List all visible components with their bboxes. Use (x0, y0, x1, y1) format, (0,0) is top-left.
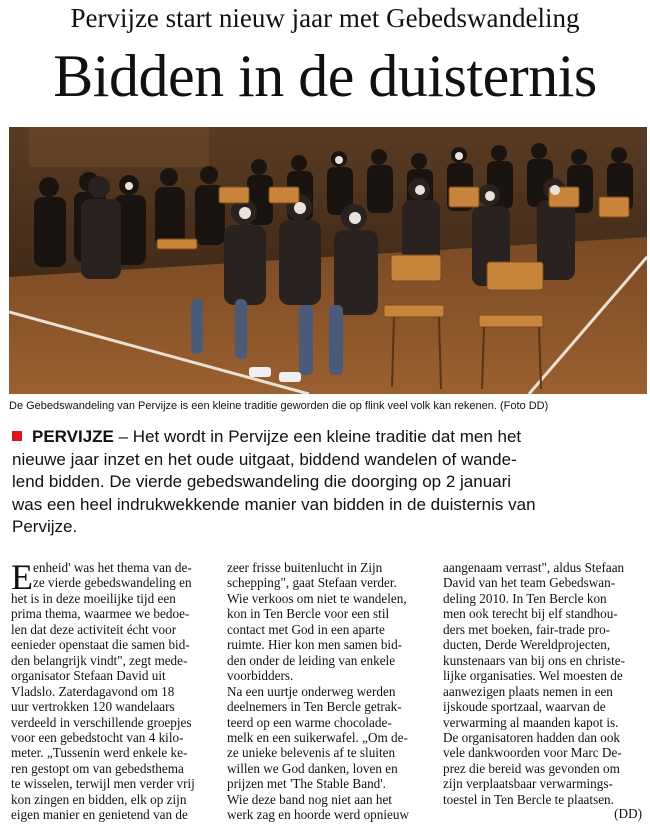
text-line: ders met boeken, fair-trade pro- (443, 621, 611, 637)
text-line: eenieder openstaat die samen bid- (11, 637, 190, 653)
text-line: kon in Ten Bercle voor een stil (227, 606, 390, 622)
text-line: eigen manier en genietend van de (11, 807, 188, 823)
text-line: De organisatoren hadden dan ook (443, 729, 621, 745)
text-line: ijskoude sportzaal, waarvan de (443, 699, 606, 715)
text-line: ducten, Derde Wereldprojecten, (443, 637, 611, 653)
text-line: lijke organisaties. Wel moesten de (443, 668, 623, 684)
text-line: prez die bereid was gevonden om (443, 760, 620, 776)
text-line: contact met God in een aparte (227, 621, 385, 637)
article-column-1 (11, 557, 215, 823)
article-photo (9, 127, 647, 394)
author-signature: (DD) (614, 806, 642, 821)
text-line: prima thema, waarmee we bedoe- (11, 606, 190, 622)
text-line: Na een uurtje onderweg werden (227, 683, 396, 699)
text-line: kon zingen en bidden, elk op zijn (11, 791, 187, 807)
text-line: voorbidders. (227, 668, 294, 684)
text-line: ze unieke belevenis af te sluiten (227, 745, 396, 761)
text-line: den onder de leiding van enkele (227, 652, 396, 668)
text-line: aanwezigen plaats nemen in een (443, 683, 613, 699)
lead-place: PERVIJZE (32, 427, 114, 446)
text-line: melk en een suikerwafel. „Om de- (227, 729, 408, 745)
text-line: uur vertrokken 120 wandelaars (11, 699, 175, 715)
text-line: zijn verplaatsbaar verwarmings- (443, 776, 613, 792)
text-line: David van het team Gebedswan- (443, 575, 616, 591)
photo-caption: De Gebedswandeling van Pervijze is een kleine traditie geworden die op flink veel volk kan rekenen. (Foto DD) (9, 400, 549, 412)
text-line: verwarming al maanden kapot is. (443, 714, 619, 730)
kicker-headline: Pervijze start nieuw jaar met Gebedswandeling (70, 3, 580, 33)
text-line: werk zag en hoorde werd opnieuw (227, 807, 409, 823)
text-line: te wisselen, terwijl men verder vrij (11, 776, 195, 792)
text-line: kunstenaars van bij ons en christe- (443, 652, 626, 668)
text-line: deelnemers in Ten Bercle getrak- (227, 699, 402, 715)
text-line: ren gestopt om van gebedsthema (11, 760, 184, 776)
text-line: Wie verkoos om niet te wandelen, (227, 590, 407, 606)
text-line: toestel in Ten Bercle te plaatsen. (443, 791, 614, 807)
text-line: voor een gebedstocht van 4 kilo- (11, 729, 184, 745)
lead-line: nieuwe jaar inzet en het oude uitgaat, biddend wandelen of wande- (12, 449, 517, 469)
text-line: zeer frisse buitenlucht in Zijn (227, 560, 383, 575)
text-line: ruimte. Hier kon men samen bid- (227, 637, 403, 653)
text-line: len dat deze activiteit écht voor (11, 621, 177, 637)
text-line: schepping", gaat Stefaan verder. (227, 575, 397, 591)
red-square-marker (12, 431, 22, 441)
text-line: het is in deze moeilijke tijd een (11, 590, 176, 606)
article-column-3 (443, 560, 647, 807)
article-column-2 (227, 560, 431, 823)
text-line: Wie deze band nog niet aan het (227, 791, 392, 807)
lead-line (12, 426, 640, 449)
text-line: prijzen met 'The Stable Band'. (227, 776, 386, 792)
text-line: teerd op een warme chocolade- (227, 714, 392, 730)
drop-cap: E (11, 557, 33, 597)
text-line: den belangrijk vindt", zegt mede- (11, 652, 188, 668)
lead-line: lend bidden. De vierde gebedswandeling die doorging op 2 januari (12, 472, 512, 491)
text-line: meter. „Tussenin werd enkele ke- (11, 745, 188, 761)
photo-audience-illustration (9, 127, 647, 394)
text-line: enheid' was het thema van de- (33, 560, 192, 575)
text-line: men ook terecht bij elf standhou- (443, 606, 618, 622)
main-headline: Bidden in de duisternis (53, 43, 597, 109)
lead-line-text: – Het wordt in Pervijze een kleine traditie dat men het (113, 427, 522, 446)
text-line: verdeeld in verschillende groepjes (11, 714, 192, 730)
text-line: vele dankwoorden voor Marc De- (443, 745, 622, 761)
lead-paragraph (12, 426, 640, 539)
text-line: willen we God danken, loven en (227, 760, 398, 776)
text-line: aangenaam verrast", aldus Stefaan (443, 560, 625, 575)
text-line: ze vierde gebedswandeling en (33, 575, 192, 591)
text-line: organisator Stefaan David uit (11, 668, 166, 684)
text-line: Vladslo. Zaterdagavond om 18 (11, 683, 175, 699)
text-line: deling 2010. In Ten Bercle kon (443, 590, 607, 606)
lead-line: was een heel indrukwekkende manier van bidden in de duisternis van (12, 494, 536, 514)
lead-line: Pervijze. (12, 517, 78, 536)
